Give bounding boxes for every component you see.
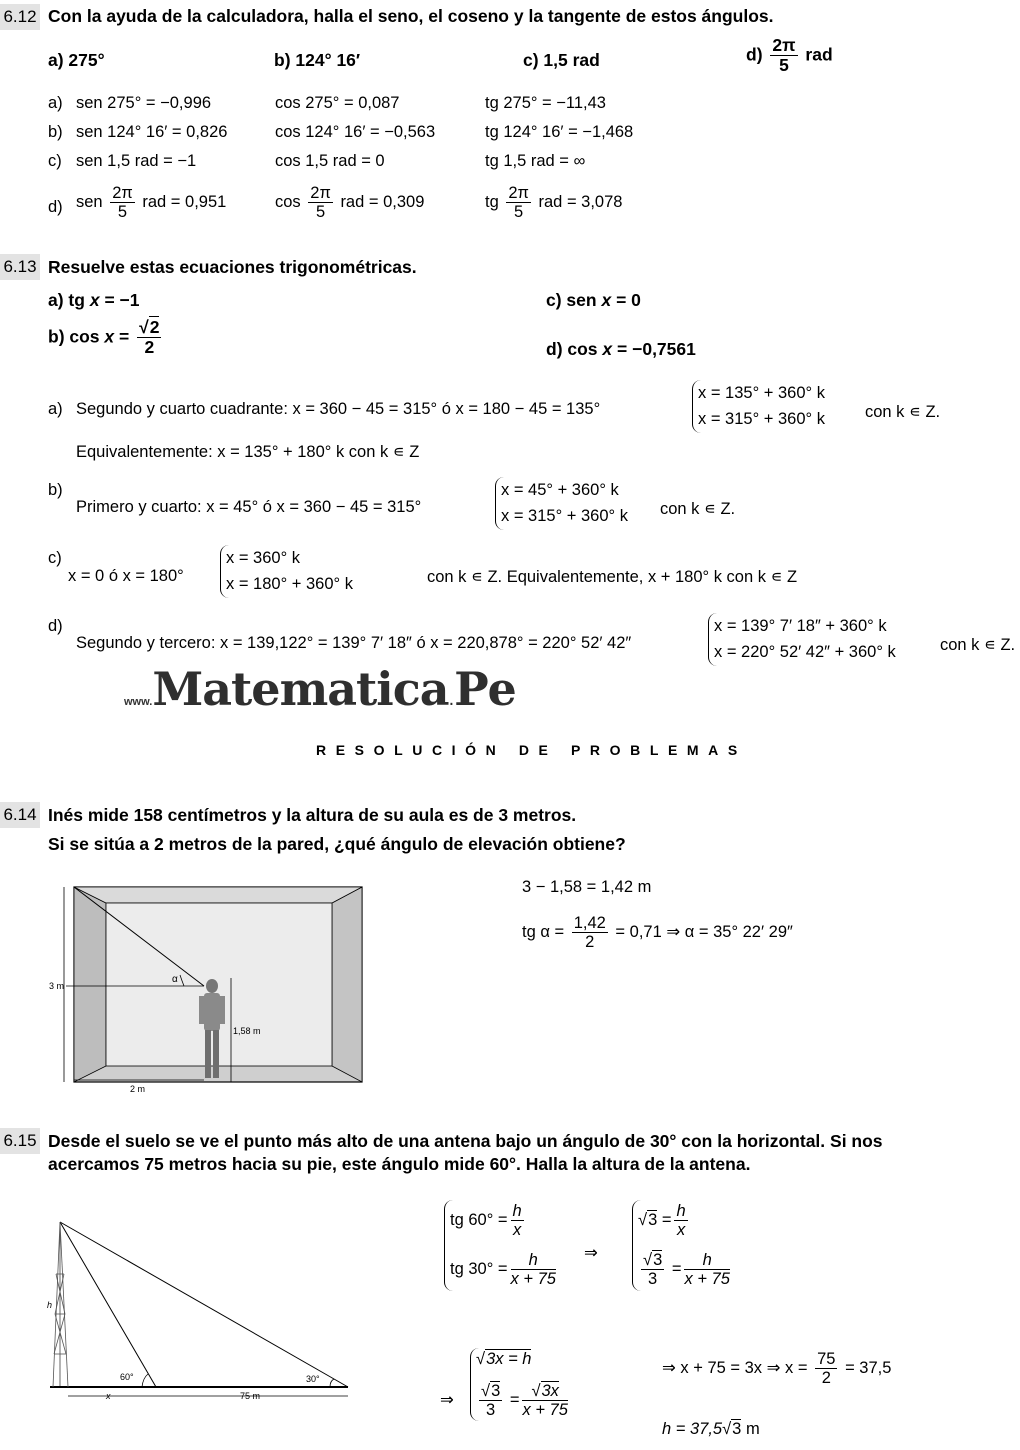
answer-label: a) [48, 400, 63, 418]
exercise-number-6-13: 6.13 [0, 254, 40, 280]
exercise-statement: Desde el suelo se ve el punto más alto de una antena bajo un ángulo de 30° con la horizontal. Si nos [48, 1131, 883, 1151]
answer-sine: sen 275° = −0,996 [76, 94, 212, 112]
exercise-number-6-15: 6.15 [0, 1128, 40, 1154]
exercise-number-6-12: 6.12 [0, 4, 40, 30]
antenna-tower [53, 1222, 68, 1387]
answer-line: con k ∊ Z. [660, 500, 736, 518]
solution-system: x = 135° + 360° k x = 315° + 360° k [692, 380, 825, 433]
distance-label: 2 m [130, 1084, 146, 1094]
exercise-statement: Con la ayuda de la calculadora, halla el seno, el coseno y la tangente de estos ángulos. [48, 6, 774, 26]
answer-line: con k ∊ Z. [865, 403, 941, 421]
solution-line: 3 − 1,58 = 1,42 m [522, 878, 652, 896]
answer-sine: sen 124° 16′ = 0,826 [76, 123, 228, 141]
exercise-statement: Resuelve estas ecuaciones trigonométricas. [48, 257, 417, 277]
answer-sine: sen $\frac{2\pi}{5}$ rad = 0,951 [76, 184, 227, 222]
answer-line: con k ∊ Z. Equivalentemente, x + 180° k con k ∊ Z [427, 568, 798, 586]
option-b: b) 124° 16′ [274, 50, 361, 70]
classroom-figure [44, 880, 374, 1095]
answer-label: b) [48, 123, 63, 141]
answer-label: d) [48, 617, 63, 635]
answer-cosine: cos 1,5 rad = 0 [275, 152, 385, 170]
option-a: a) tg x = −1 [48, 290, 140, 310]
implies-arrow: ⇒ [440, 1391, 454, 1409]
exercise-statement: Inés mide 158 centímetros y la altura de su aula es de 3 metros. [48, 805, 577, 825]
solution-system: √3x = h $\frac{√3}{3}$ = $\frac{√3x}{x + 75}$ [470, 1348, 571, 1421]
distance-label: 75 m [240, 1391, 261, 1401]
height-label: h [47, 1300, 53, 1310]
solution-line: tg α = $\frac{1,42}{2}$ = 0,71 ⇒ α = 35° 22′ 29″ [522, 914, 793, 952]
solution-line: h = 37,5√3 m [662, 1420, 760, 1438]
answer-line: Equivalentemente: x = 135° + 180° k con k ∊ Z [76, 443, 420, 461]
answer-tangent: tg 124° 16′ = −1,468 [485, 123, 634, 141]
answer-sine: sen 1,5 rad = −1 [76, 152, 197, 170]
answer-label: d) [48, 198, 63, 216]
height-label: 3 m [49, 981, 65, 991]
option-d: d) cos x = −0,7561 [546, 339, 696, 359]
angle-30-label: 30° [306, 1374, 320, 1384]
x-label: x [106, 1391, 111, 1401]
solution-system: x = 45° + 360° k x = 315° + 360° k [495, 477, 628, 530]
answer-line: x = 0 ó x = 180° [68, 567, 184, 585]
answer-label: c) [48, 549, 62, 567]
exercise-statement: acercamos 75 metros hacia su pie, este ángulo mide 60°. Halla la altura de la antena. [48, 1154, 751, 1174]
answer-label: a) [48, 94, 63, 112]
answer-label: b) [48, 481, 63, 499]
answer-tangent: tg $\frac{2\pi}{5}$ rad = 3,078 [485, 184, 623, 222]
answer-cosine: cos 124° 16′ = −0,563 [275, 123, 436, 141]
angle-60-label: 60° [120, 1372, 134, 1382]
answer-cosine: cos 275° = 0,087 [275, 94, 400, 112]
option-d: d) $\frac{2\pi}{5}$ rad [746, 35, 833, 76]
option-c: c) 1,5 rad [523, 50, 600, 70]
answer-label: c) [48, 152, 62, 170]
option-b: b) cos x = $\frac{√2}{2}$ [48, 317, 160, 358]
exercise-statement: Si se sitúa a 2 metros de la pared, ¿qué ángulo de elevación obtiene? [48, 834, 626, 854]
solution-line: ⇒ x + 75 = 3x ⇒ x = $\frac{75}{2}$ = 37,5 [662, 1350, 892, 1388]
option-a: a) 275° [48, 50, 105, 70]
answer-line: Segundo y cuarto cuadrante: x = 360 − 45 = 315° ó x = 180 − 45 = 135° [76, 400, 601, 418]
answer-tangent: tg 275° = −11,43 [485, 94, 606, 112]
angle-label: α [172, 974, 178, 985]
solution-system: x = 139° 7′ 18″ + 360° k x = 220° 52′ 42″ + 360° k [708, 613, 896, 666]
watermark-logo: www.Matematica.Pe [124, 662, 517, 716]
answer-line: Segundo y tercero: x = 139,122° = 139° 7′ 18″ ó x = 220,878° = 220° 52′ 42″ [76, 634, 632, 652]
option-c: c) sen x = 0 [546, 290, 641, 310]
solution-system: √3 = $\frac{h}{x}$ $\frac{√3}{3}$ = $\frac{h}{x + 75}$ [632, 1200, 733, 1291]
implies-arrow: ⇒ [584, 1244, 598, 1262]
antenna-figure [44, 1214, 354, 1404]
answer-line: Primero y cuarto: x = 45° ó x = 360 − 45 = 315° [76, 498, 422, 516]
section-heading: RESOLUCIÓN DE PROBLEMAS [316, 742, 747, 758]
exercise-number-6-14: 6.14 [0, 802, 40, 828]
answer-line: con k ∊ Z. [940, 636, 1016, 654]
person-height-label: 1,58 m [233, 1026, 261, 1036]
answer-cosine: cos $\frac{2\pi}{5}$ rad = 0,309 [275, 184, 425, 222]
answer-tangent: tg 1,5 rad = ∞ [485, 152, 586, 170]
solution-system: x = 360° k x = 180° + 360° k [220, 545, 353, 598]
solution-system: tg 60° = $\frac{h}{x}$ tg 30° = $\frac{h}{x + 75}$ [444, 1200, 559, 1291]
